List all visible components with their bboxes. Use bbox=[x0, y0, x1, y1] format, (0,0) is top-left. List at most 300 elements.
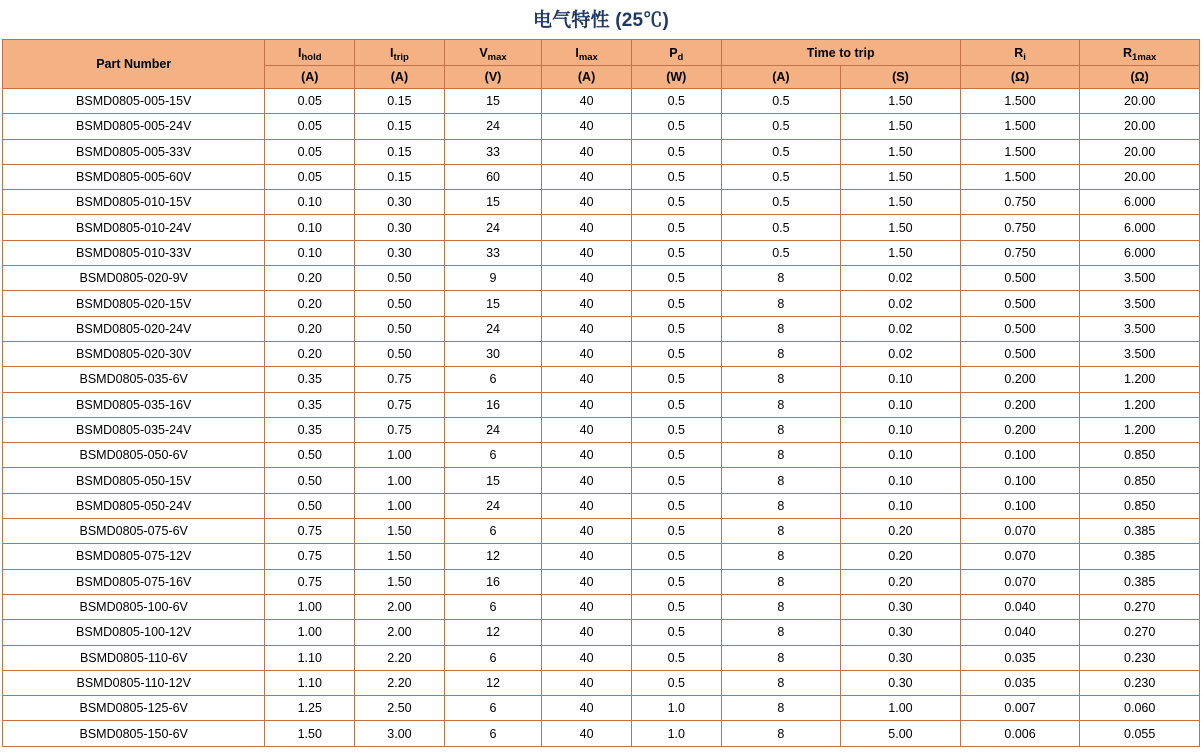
table-cell: 0.500 bbox=[960, 341, 1080, 366]
table-cell: 40 bbox=[542, 190, 632, 215]
table-cell: 0.060 bbox=[1080, 696, 1200, 721]
table-cell: 0.10 bbox=[265, 240, 355, 265]
table-cell: 0.070 bbox=[960, 569, 1080, 594]
table-cell: 0.200 bbox=[960, 392, 1080, 417]
table-cell: 40 bbox=[542, 367, 632, 392]
table-cell: 0.040 bbox=[960, 620, 1080, 645]
cell-part-number: BSMD0805-005-15V bbox=[3, 89, 265, 114]
table-cell: 0.055 bbox=[1080, 721, 1200, 746]
table-row bbox=[3, 721, 1200, 746]
table-cell: 0.02 bbox=[841, 341, 961, 366]
table-cell: 0.50 bbox=[265, 443, 355, 468]
header-imax: $I_{max}$ bbox=[542, 40, 632, 66]
table-cell: 0.30 bbox=[841, 594, 961, 619]
table-cell: 30 bbox=[444, 341, 541, 366]
table-cell: 0.5 bbox=[631, 594, 721, 619]
table-cell: 0.385 bbox=[1080, 519, 1200, 544]
table-cell: 0.35 bbox=[265, 367, 355, 392]
table-cell: 1.00 bbox=[355, 468, 445, 493]
table-cell: 0.5 bbox=[631, 417, 721, 442]
table-cell: 0.5 bbox=[721, 215, 841, 240]
table-cell: 0.100 bbox=[960, 493, 1080, 518]
cell-part-number: BSMD0805-110-6V bbox=[3, 645, 265, 670]
table-cell: 0.270 bbox=[1080, 594, 1200, 619]
table-row bbox=[3, 190, 1200, 215]
table-cell: 0.05 bbox=[265, 139, 355, 164]
table-cell: 0.5 bbox=[631, 240, 721, 265]
table-cell: 0.5 bbox=[631, 519, 721, 544]
header-time-to-trip: Time to trip bbox=[721, 40, 960, 66]
table-cell: 1.50 bbox=[841, 190, 961, 215]
cell-part-number: BSMD0805-050-24V bbox=[3, 493, 265, 518]
table-cell: 40 bbox=[542, 291, 632, 316]
table-cell: 24 bbox=[444, 417, 541, 442]
table-row bbox=[3, 443, 1200, 468]
table-cell: 1.50 bbox=[355, 519, 445, 544]
table-row bbox=[3, 519, 1200, 544]
table-cell: 2.20 bbox=[355, 645, 445, 670]
table-cell: 5.00 bbox=[841, 721, 961, 746]
table-header bbox=[3, 40, 1200, 89]
table-cell: 0.05 bbox=[265, 164, 355, 189]
table-cell: 24 bbox=[444, 316, 541, 341]
table-cell: 0.30 bbox=[355, 240, 445, 265]
table-cell: 0.5 bbox=[631, 670, 721, 695]
table-cell: 0.5 bbox=[631, 316, 721, 341]
table-cell: 6 bbox=[444, 696, 541, 721]
table-cell: 24 bbox=[444, 215, 541, 240]
table-cell: 40 bbox=[542, 721, 632, 746]
table-cell: 0.30 bbox=[841, 645, 961, 670]
table-cell: 0.10 bbox=[841, 468, 961, 493]
table-cell: 15 bbox=[444, 468, 541, 493]
cell-part-number: BSMD0805-005-24V bbox=[3, 114, 265, 139]
table-cell: 40 bbox=[542, 215, 632, 240]
table-cell: 0.100 bbox=[960, 468, 1080, 493]
table-cell: 0.5 bbox=[631, 164, 721, 189]
table-cell: 1.50 bbox=[355, 544, 445, 569]
table-cell: 8 bbox=[721, 544, 841, 569]
table-cell: 0.75 bbox=[265, 519, 355, 544]
table-cell: 1.00 bbox=[355, 443, 445, 468]
table-cell: 8 bbox=[721, 696, 841, 721]
table-cell: 1.500 bbox=[960, 164, 1080, 189]
table-cell: 1.50 bbox=[841, 164, 961, 189]
table-cell: 0.5 bbox=[631, 468, 721, 493]
table-cell: 8 bbox=[721, 392, 841, 417]
table-cell: 0.15 bbox=[355, 114, 445, 139]
table-cell: 0.15 bbox=[355, 89, 445, 114]
table-cell: 0.500 bbox=[960, 316, 1080, 341]
table-cell: 24 bbox=[444, 493, 541, 518]
page-title: 电气特性 (25℃) bbox=[532, 10, 670, 31]
table-cell: 33 bbox=[444, 240, 541, 265]
unit-ri: (Ω) bbox=[960, 66, 1080, 89]
table-cell: 40 bbox=[542, 266, 632, 291]
unit-ihold: (A) bbox=[265, 66, 355, 89]
table-row bbox=[3, 392, 1200, 417]
table-cell: 0.20 bbox=[265, 266, 355, 291]
table-cell: 0.035 bbox=[960, 670, 1080, 695]
table-cell: 0.5 bbox=[721, 190, 841, 215]
table-row bbox=[3, 417, 1200, 442]
cell-part-number: BSMD0805-035-6V bbox=[3, 367, 265, 392]
table-cell: 0.750 bbox=[960, 240, 1080, 265]
table-cell: 1.0 bbox=[631, 721, 721, 746]
table-row bbox=[3, 696, 1200, 721]
table-cell: 12 bbox=[444, 620, 541, 645]
table-cell: 0.750 bbox=[960, 190, 1080, 215]
table-row bbox=[3, 139, 1200, 164]
table-cell: 6 bbox=[444, 594, 541, 619]
table-cell: 0.230 bbox=[1080, 670, 1200, 695]
cell-part-number: BSMD0805-075-16V bbox=[3, 569, 265, 594]
table-cell: 0.5 bbox=[631, 544, 721, 569]
table-cell: 0.15 bbox=[355, 139, 445, 164]
header-ihold: $I_{hold}$ bbox=[265, 40, 355, 66]
table-cell: 0.750 bbox=[960, 215, 1080, 240]
table-row bbox=[3, 645, 1200, 670]
table-cell: 0.006 bbox=[960, 721, 1080, 746]
table-cell: 0.5 bbox=[631, 569, 721, 594]
table-cell: 0.5 bbox=[631, 443, 721, 468]
table-cell: 0.850 bbox=[1080, 443, 1200, 468]
table-cell: 0.5 bbox=[631, 367, 721, 392]
table-cell: 0.50 bbox=[355, 316, 445, 341]
table-cell: 40 bbox=[542, 620, 632, 645]
table-cell: 16 bbox=[444, 569, 541, 594]
table-cell: 0.270 bbox=[1080, 620, 1200, 645]
cell-part-number: BSMD0805-035-16V bbox=[3, 392, 265, 417]
table-cell: 6.000 bbox=[1080, 215, 1200, 240]
table-header-row-main bbox=[3, 40, 1200, 66]
table-cell: 6 bbox=[444, 721, 541, 746]
table-cell: 40 bbox=[542, 594, 632, 619]
table-row bbox=[3, 164, 1200, 189]
unit-vmax: (V) bbox=[444, 66, 541, 89]
table-cell: 0.05 bbox=[265, 114, 355, 139]
header-vmax: $V_{max}$ bbox=[444, 40, 541, 66]
table-cell: 15 bbox=[444, 291, 541, 316]
table-cell: 40 bbox=[542, 569, 632, 594]
table-row bbox=[3, 468, 1200, 493]
table-row bbox=[3, 240, 1200, 265]
table-cell: 8 bbox=[721, 341, 841, 366]
table-cell: 8 bbox=[721, 266, 841, 291]
table-cell: 1.0 bbox=[631, 696, 721, 721]
cell-part-number: BSMD0805-005-33V bbox=[3, 139, 265, 164]
table-cell: 1.50 bbox=[841, 114, 961, 139]
table-cell: 1.10 bbox=[265, 670, 355, 695]
table-row bbox=[3, 89, 1200, 114]
table-cell: 0.50 bbox=[355, 291, 445, 316]
table-cell: 0.100 bbox=[960, 443, 1080, 468]
table-cell: 0.10 bbox=[841, 493, 961, 518]
cell-part-number: BSMD0805-110-12V bbox=[3, 670, 265, 695]
table-cell: 0.5 bbox=[631, 291, 721, 316]
table-cell: 0.500 bbox=[960, 266, 1080, 291]
table-cell: 40 bbox=[542, 417, 632, 442]
table-cell: 1.500 bbox=[960, 114, 1080, 139]
table-cell: 0.50 bbox=[355, 341, 445, 366]
table-cell: 8 bbox=[721, 291, 841, 316]
table-cell: 1.50 bbox=[841, 89, 961, 114]
table-cell: 6 bbox=[444, 443, 541, 468]
table-cell: 1.500 bbox=[960, 89, 1080, 114]
table-cell: 40 bbox=[542, 696, 632, 721]
table-cell: 0.20 bbox=[265, 291, 355, 316]
table-cell: 40 bbox=[542, 493, 632, 518]
table-cell: 1.00 bbox=[265, 594, 355, 619]
table-cell: 0.070 bbox=[960, 519, 1080, 544]
cell-part-number: BSMD0805-150-6V bbox=[3, 721, 265, 746]
table-cell: 40 bbox=[542, 164, 632, 189]
table-cell: 40 bbox=[542, 139, 632, 164]
table-cell: 0.5 bbox=[631, 89, 721, 114]
table-cell: 2.00 bbox=[355, 620, 445, 645]
table-cell: 6 bbox=[444, 519, 541, 544]
table-cell: 8 bbox=[721, 645, 841, 670]
table-cell: 8 bbox=[721, 721, 841, 746]
table-cell: 2.50 bbox=[355, 696, 445, 721]
table-cell: 12 bbox=[444, 544, 541, 569]
table-cell: 0.5 bbox=[631, 392, 721, 417]
table-cell: 8 bbox=[721, 569, 841, 594]
table-cell: 40 bbox=[542, 519, 632, 544]
table-cell: 8 bbox=[721, 367, 841, 392]
table-cell: 0.850 bbox=[1080, 468, 1200, 493]
table-cell: 1.50 bbox=[355, 569, 445, 594]
table-cell: 0.35 bbox=[265, 417, 355, 442]
table-cell: 33 bbox=[444, 139, 541, 164]
header-part-number: Part Number bbox=[3, 40, 265, 89]
table-row bbox=[3, 569, 1200, 594]
table-cell: 0.30 bbox=[355, 215, 445, 240]
table-cell: 0.10 bbox=[265, 215, 355, 240]
table-cell: 40 bbox=[542, 114, 632, 139]
table-cell: 0.20 bbox=[265, 341, 355, 366]
table-cell: 0.02 bbox=[841, 291, 961, 316]
table-cell: 2.20 bbox=[355, 670, 445, 695]
table-cell: 0.850 bbox=[1080, 493, 1200, 518]
table-cell: 0.5 bbox=[631, 266, 721, 291]
table-cell: 0.50 bbox=[265, 493, 355, 518]
table-cell: 0.5 bbox=[721, 114, 841, 139]
table-cell: 6 bbox=[444, 645, 541, 670]
table-cell: 0.20 bbox=[265, 316, 355, 341]
table-cell: 40 bbox=[542, 316, 632, 341]
table-cell: 3.500 bbox=[1080, 316, 1200, 341]
table-cell: 40 bbox=[542, 240, 632, 265]
table-cell: 0.200 bbox=[960, 417, 1080, 442]
table-cell: 0.75 bbox=[265, 569, 355, 594]
table-cell: 1.10 bbox=[265, 645, 355, 670]
cell-part-number: BSMD0805-020-15V bbox=[3, 291, 265, 316]
table-cell: 0.5 bbox=[631, 493, 721, 518]
cell-part-number: BSMD0805-050-15V bbox=[3, 468, 265, 493]
table-cell: 0.385 bbox=[1080, 544, 1200, 569]
table-cell: 0.02 bbox=[841, 316, 961, 341]
table-cell: 0.5 bbox=[631, 114, 721, 139]
table-cell: 20.00 bbox=[1080, 139, 1200, 164]
table-cell: 8 bbox=[721, 519, 841, 544]
table-cell: 40 bbox=[542, 341, 632, 366]
table-row bbox=[3, 291, 1200, 316]
table-cell: 1.500 bbox=[960, 139, 1080, 164]
table-cell: 3.500 bbox=[1080, 266, 1200, 291]
table-cell: 1.200 bbox=[1080, 392, 1200, 417]
unit-time-to-trip-seconds: (S) bbox=[841, 66, 961, 89]
table-cell: 1.00 bbox=[355, 493, 445, 518]
table-cell: 20.00 bbox=[1080, 114, 1200, 139]
table-cell: 3.500 bbox=[1080, 291, 1200, 316]
table-cell: 20.00 bbox=[1080, 164, 1200, 189]
table-cell: 0.070 bbox=[960, 544, 1080, 569]
table-cell: 40 bbox=[542, 89, 632, 114]
table-cell: 0.10 bbox=[841, 392, 961, 417]
cell-part-number: BSMD0805-125-6V bbox=[3, 696, 265, 721]
table-cell: 0.10 bbox=[841, 367, 961, 392]
table-cell: 1.00 bbox=[265, 620, 355, 645]
table-cell: 0.20 bbox=[841, 544, 961, 569]
table-cell: 0.5 bbox=[631, 645, 721, 670]
table-cell: 0.35 bbox=[265, 392, 355, 417]
table-cell: 0.02 bbox=[841, 266, 961, 291]
table-cell: 8 bbox=[721, 670, 841, 695]
cell-part-number: BSMD0805-020-24V bbox=[3, 316, 265, 341]
table-cell: 0.5 bbox=[721, 89, 841, 114]
table-cell: 40 bbox=[542, 645, 632, 670]
table-cell: 40 bbox=[542, 670, 632, 695]
table-cell: 0.5 bbox=[721, 240, 841, 265]
table-cell: 0.20 bbox=[841, 519, 961, 544]
table-row bbox=[3, 620, 1200, 645]
cell-part-number: BSMD0805-010-33V bbox=[3, 240, 265, 265]
table-row bbox=[3, 316, 1200, 341]
header-itrip: $I_{trip}$ bbox=[355, 40, 445, 66]
table-cell: 6 bbox=[444, 367, 541, 392]
unit-imax: (A) bbox=[542, 66, 632, 89]
table-cell: 40 bbox=[542, 392, 632, 417]
table-cell: 0.10 bbox=[841, 417, 961, 442]
cell-part-number: BSMD0805-020-9V bbox=[3, 266, 265, 291]
table-cell: 24 bbox=[444, 114, 541, 139]
table-cell: 60 bbox=[444, 164, 541, 189]
table-row bbox=[3, 670, 1200, 695]
table-cell: 8 bbox=[721, 417, 841, 442]
table-cell: 0.230 bbox=[1080, 645, 1200, 670]
table-cell: 0.50 bbox=[355, 266, 445, 291]
unit-itrip: (A) bbox=[355, 66, 445, 89]
cell-part-number: BSMD0805-010-15V bbox=[3, 190, 265, 215]
table-cell: 0.15 bbox=[355, 164, 445, 189]
table-cell: 8 bbox=[721, 443, 841, 468]
header-pd: $P_d$ bbox=[631, 40, 721, 66]
table-cell: 0.5 bbox=[631, 620, 721, 645]
table-cell: 1.50 bbox=[841, 240, 961, 265]
table-cell: 0.75 bbox=[355, 417, 445, 442]
table-cell: 1.50 bbox=[841, 215, 961, 240]
cell-part-number: BSMD0805-005-60V bbox=[3, 164, 265, 189]
electrical-characteristics-table bbox=[2, 39, 1200, 747]
table-cell: 1.00 bbox=[841, 696, 961, 721]
table-cell: 0.05 bbox=[265, 89, 355, 114]
table-cell: 16 bbox=[444, 392, 541, 417]
cell-part-number: BSMD0805-050-6V bbox=[3, 443, 265, 468]
unit-r1max: (Ω) bbox=[1080, 66, 1200, 89]
table-cell: 0.30 bbox=[841, 670, 961, 695]
table-cell: 8 bbox=[721, 468, 841, 493]
table-cell: 9 bbox=[444, 266, 541, 291]
cell-part-number: BSMD0805-075-12V bbox=[3, 544, 265, 569]
cell-part-number: BSMD0805-100-6V bbox=[3, 594, 265, 619]
table-row bbox=[3, 367, 1200, 392]
table-cell: 1.200 bbox=[1080, 417, 1200, 442]
table-cell: 8 bbox=[721, 594, 841, 619]
table-cell: 0.500 bbox=[960, 291, 1080, 316]
table-cell: 6.000 bbox=[1080, 190, 1200, 215]
table-cell: 1.50 bbox=[841, 139, 961, 164]
table-cell: 0.20 bbox=[841, 569, 961, 594]
table-cell: 0.30 bbox=[355, 190, 445, 215]
table-cell: 0.5 bbox=[721, 164, 841, 189]
table-cell: 0.5 bbox=[721, 139, 841, 164]
table-cell: 15 bbox=[444, 190, 541, 215]
table-cell: 0.035 bbox=[960, 645, 1080, 670]
table-cell: 0.50 bbox=[265, 468, 355, 493]
table-cell: 8 bbox=[721, 316, 841, 341]
table-cell: 3.00 bbox=[355, 721, 445, 746]
table-cell: 0.007 bbox=[960, 696, 1080, 721]
table-cell: 3.500 bbox=[1080, 341, 1200, 366]
table-cell: 15 bbox=[444, 89, 541, 114]
table-cell: 20.00 bbox=[1080, 89, 1200, 114]
table-cell: 0.5 bbox=[631, 139, 721, 164]
table-row bbox=[3, 341, 1200, 366]
table-cell: 0.75 bbox=[355, 367, 445, 392]
table-row bbox=[3, 266, 1200, 291]
table-row bbox=[3, 114, 1200, 139]
table-cell: 8 bbox=[721, 493, 841, 518]
cell-part-number: BSMD0805-020-30V bbox=[3, 341, 265, 366]
table-cell: 0.5 bbox=[631, 190, 721, 215]
header-ri: $R_i$ bbox=[960, 40, 1080, 66]
header-r1max: $R_{1max}$ bbox=[1080, 40, 1200, 66]
table-cell: 40 bbox=[542, 544, 632, 569]
table-cell: 40 bbox=[542, 443, 632, 468]
cell-part-number: BSMD0805-010-24V bbox=[3, 215, 265, 240]
table-cell: 1.25 bbox=[265, 696, 355, 721]
table-cell: 1.200 bbox=[1080, 367, 1200, 392]
table-cell: 0.10 bbox=[265, 190, 355, 215]
table-cell: 6.000 bbox=[1080, 240, 1200, 265]
table-cell: 2.00 bbox=[355, 594, 445, 619]
table-cell: 0.75 bbox=[355, 392, 445, 417]
cell-part-number: BSMD0805-075-6V bbox=[3, 519, 265, 544]
table-cell: 0.5 bbox=[631, 341, 721, 366]
table-cell: 0.75 bbox=[265, 544, 355, 569]
table-cell: 40 bbox=[542, 468, 632, 493]
table-row bbox=[3, 544, 1200, 569]
table-cell: 12 bbox=[444, 670, 541, 695]
unit-time-to-trip-current: (A) bbox=[721, 66, 841, 89]
table-cell: 0.30 bbox=[841, 620, 961, 645]
table-cell: 0.10 bbox=[841, 443, 961, 468]
table-cell: 0.200 bbox=[960, 367, 1080, 392]
table-cell: 0.385 bbox=[1080, 569, 1200, 594]
table-cell: 1.50 bbox=[265, 721, 355, 746]
unit-pd: (W) bbox=[631, 66, 721, 89]
